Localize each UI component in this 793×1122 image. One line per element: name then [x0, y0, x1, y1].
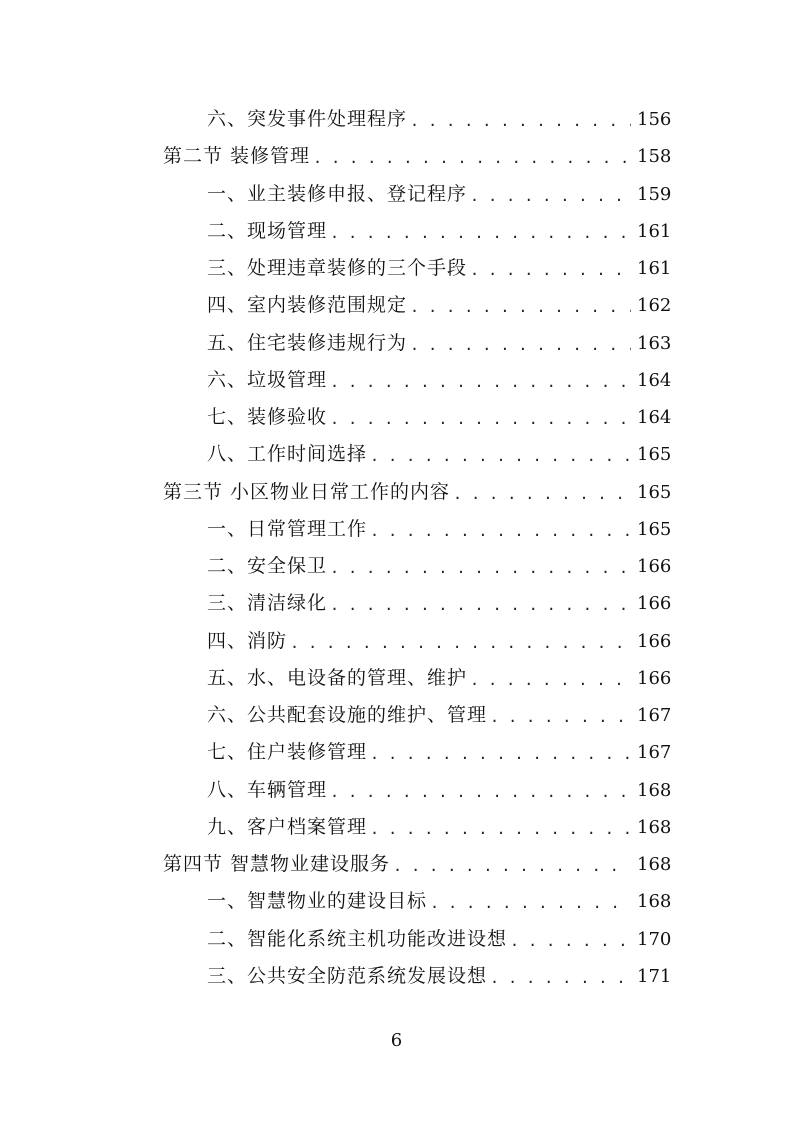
- toc-entry[interactable]: [0, 660, 793, 697]
- toc-entry-page: 168: [637, 891, 672, 913]
- toc-entry[interactable]: [0, 213, 793, 250]
- toc-entry-page: 166: [637, 556, 672, 578]
- toc-entry-title: 一、业主装修申报、登记程序: [207, 182, 468, 205]
- toc-dot-leader: [330, 550, 631, 587]
- toc-entry-page: 164: [637, 369, 672, 391]
- toc-entry-title: 三、公共安全防范系统发展设想: [207, 964, 488, 987]
- page-number: 6: [390, 1030, 403, 1051]
- toc-entry-page: 166: [637, 593, 672, 615]
- toc-dot-leader: [430, 885, 631, 922]
- toc-dot-leader: [470, 662, 631, 699]
- toc-entry[interactable]: [0, 176, 793, 213]
- toc-entry-page: 162: [637, 295, 672, 317]
- toc-entry-title: 五、水、电设备的管理、维护: [207, 666, 468, 689]
- toc-entry-page: 165: [637, 444, 672, 466]
- toc-entry-title: 二、现场管理: [207, 219, 328, 242]
- toc-entry[interactable]: [0, 362, 793, 399]
- toc-entry-page: 161: [637, 220, 672, 242]
- toc-dot-leader: [370, 438, 631, 475]
- toc-dot-leader: [410, 103, 631, 140]
- toc-entry-page: 168: [637, 779, 672, 801]
- toc-entry-page: 168: [637, 816, 672, 838]
- toc-entry-title: 九、客户档案管理: [207, 815, 368, 838]
- toc-entry-title: 八、工作时间选择: [207, 443, 368, 466]
- toc-section[interactable]: [0, 846, 793, 883]
- toc-entry-title: 一、智慧物业的建设目标: [207, 890, 428, 913]
- toc-dot-leader: [370, 736, 631, 773]
- toc-dot-leader: [330, 364, 631, 401]
- toc-dot-leader: [410, 327, 631, 364]
- toc-entry-page: 171: [637, 965, 672, 987]
- toc-entry-page: 166: [637, 667, 672, 689]
- toc-dot-leader: [490, 699, 631, 736]
- toc-entry-page: 170: [637, 928, 672, 950]
- toc-entry[interactable]: [0, 921, 793, 958]
- toc-section[interactable]: [0, 138, 793, 175]
- toc-entry[interactable]: [0, 772, 793, 809]
- toc-entry-title: 五、住宅装修违规行为: [207, 331, 408, 354]
- toc-entry[interactable]: [0, 623, 793, 660]
- toc-entry[interactable]: [0, 399, 793, 436]
- toc-entry-title: 三、处理违章装修的三个手段: [207, 257, 468, 280]
- toc-dot-leader: [510, 923, 631, 960]
- toc-dot-leader: [490, 960, 631, 997]
- toc-dot-leader: [330, 587, 631, 624]
- toc-entry-page: 167: [637, 742, 672, 764]
- toc-dot-leader: [313, 140, 631, 177]
- toc-entry[interactable]: [0, 697, 793, 734]
- toc-entry-title: 四、消防: [207, 629, 288, 652]
- toc-section-page: 158: [637, 146, 672, 168]
- toc-entry-page: 159: [637, 183, 672, 205]
- toc-dot-leader: [470, 178, 631, 215]
- table-of-contents: [0, 101, 793, 995]
- toc-entry-page: 167: [637, 705, 672, 727]
- toc-section-title: 第四节 智慧物业建设服务: [163, 853, 391, 876]
- toc-entry-page: 165: [637, 518, 672, 540]
- toc-dot-leader: [453, 476, 631, 513]
- toc-dot-leader: [330, 401, 631, 438]
- toc-entry-page: 163: [637, 332, 672, 354]
- toc-dot-leader: [330, 215, 631, 252]
- toc-entry-title: 七、住户装修管理: [207, 741, 368, 764]
- toc-entry-page: 156: [637, 109, 672, 131]
- toc-dot-leader: [410, 289, 631, 326]
- toc-entry[interactable]: [0, 734, 793, 771]
- toc-entry-title: 四、室内装修范围规定: [207, 294, 408, 317]
- toc-entry[interactable]: [0, 325, 793, 362]
- toc-entry-title: 六、公共配套设施的维护、管理: [207, 704, 488, 727]
- toc-entry-title: 三、清洁绿化: [207, 592, 328, 615]
- toc-section-title: 第三节 小区物业日常工作的内容: [163, 480, 451, 503]
- toc-dot-leader: [290, 625, 631, 662]
- toc-entry[interactable]: [0, 511, 793, 548]
- toc-entry[interactable]: [0, 548, 793, 585]
- toc-entry-title: 七、装修验收: [207, 406, 328, 429]
- toc-entry-title: 六、垃圾管理: [207, 368, 328, 391]
- toc-entry[interactable]: [0, 101, 793, 138]
- toc-entry-page: 166: [637, 630, 672, 652]
- toc-section-page: 165: [637, 481, 672, 503]
- toc-section-title: 第二节 装修管理: [163, 145, 311, 168]
- toc-entry[interactable]: [0, 958, 793, 995]
- toc-dot-leader: [393, 848, 631, 885]
- toc-dot-leader: [470, 252, 631, 289]
- toc-entry-page: 164: [637, 407, 672, 429]
- toc-entry[interactable]: [0, 585, 793, 622]
- toc-entry[interactable]: [0, 883, 793, 920]
- toc-entry[interactable]: [0, 287, 793, 324]
- toc-dot-leader: [330, 774, 631, 811]
- toc-entry-title: 二、安全保卫: [207, 555, 328, 578]
- toc-section-page: 168: [637, 854, 672, 876]
- toc-entry-title: 八、车辆管理: [207, 778, 328, 801]
- toc-entry[interactable]: [0, 250, 793, 287]
- toc-entry[interactable]: [0, 436, 793, 473]
- toc-dot-leader: [370, 811, 631, 848]
- toc-entry-title: 二、智能化系统主机功能改进设想: [207, 927, 508, 950]
- toc-entry-title: 六、突发事件处理程序: [207, 108, 408, 131]
- toc-section[interactable]: [0, 474, 793, 511]
- toc-dot-leader: [370, 513, 631, 550]
- toc-entry[interactable]: [0, 809, 793, 846]
- toc-entry-title: 一、日常管理工作: [207, 517, 368, 540]
- toc-entry-page: 161: [637, 258, 672, 280]
